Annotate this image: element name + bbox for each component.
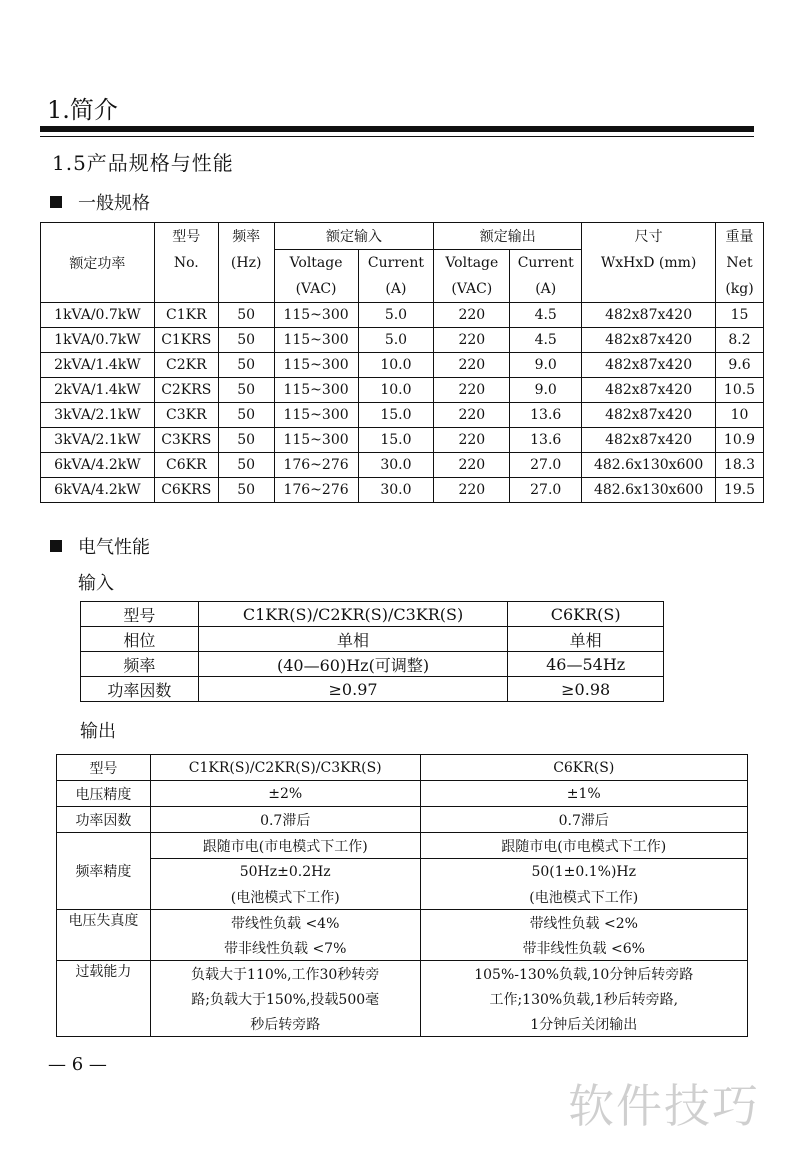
table-row: 电压失真度 带线性负载 <4% 带线性负载 <2% — [57, 910, 748, 936]
table-row: 6kVA/4.2kW C6KR 50 176~276 30.0 220 27.0 482.6x130x600 18.3 — [41, 453, 764, 478]
table-row: 型号 C1KR(S)/C2KR(S)/C3KR(S) C6KR(S) — [81, 602, 664, 627]
general-spec-table: 型号 频率 额定输入 额定输出 尺寸 重量 额定功率 No. (Hz) Voltage Current Voltage Current WxHxD (mm) Net (VAC) (A) (VAC) (A) (kg) 1kVA/0.7kW C1KR 50 115~300 5.0 220 4.5 482x87x420 15 1kVA/0.7kW C1KRS 50 115~300 5.0 220 4.5 482x87x420 8.2 2kVA/1.4kW C2KR 50 115~300 10.0 220 9.0 482x87x420 9.6 2kVA/1.4kW C2KRS 50 115~300 10.0 220 9.0 482x87x420 10.5 3kVA/2.1kW C3KR 50 115~300 15.0 220 13.6 482x87x420 10 3kVA/2.1kW C3KRS 50 115~300 15.0 220 13.6 482x87x420 10.9 6kVA/4.2kW C6KR 50 176~276 30.0 220 27.0 482.6x130x600 18.3 6kVA/4.2kW C6KRS 50 176~276 30.0 220 27.0 482.6x130x600 19.5 — [40, 222, 764, 503]
square-bullet-icon — [50, 196, 62, 208]
table-row: 2kVA/1.4kW C2KRS 50 115~300 10.0 220 9.0 482x87x420 10.5 — [41, 378, 764, 403]
table-row: 电压精度 ±2% ±1% — [57, 781, 748, 807]
electrical-heading: 电气性能 — [50, 536, 150, 560]
table-row: 2kVA/1.4kW C2KR 50 115~300 10.0 220 9.0 482x87x420 9.6 — [41, 353, 764, 378]
output-table — [56, 754, 748, 1037]
table-row: 1kVA/0.7kW C1KR 50 115~300 5.0 220 4.5 482x87x420 15 — [41, 303, 764, 328]
output-heading: 输出 — [80, 721, 116, 742]
input-table — [80, 601, 664, 702]
table-row: (电池模式下工作) (电池模式下工作) — [57, 884, 748, 910]
table-row: 3kVA/2.1kW C3KRS 50 115~300 15.0 220 13.6 482x87x420 10.9 — [41, 428, 764, 453]
heading-rule-thick — [40, 126, 754, 132]
table-row: 功率因数 ≥0.97 ≥0.98 — [81, 677, 664, 702]
section-heading: 1.5产品规格与性能 — [52, 151, 234, 175]
table-row: 型号 C1KR(S)/C2KR(S)/C3KR(S) C6KR(S) — [57, 755, 748, 781]
table-row: 6kVA/4.2kW C6KRS 50 176~276 30.0 220 27.0 482.6x130x600 19.5 — [41, 478, 764, 503]
table-row: 带非线性负载 <7% 带非线性负载 <6% — [57, 935, 748, 961]
table-row: 相位 单相 单相 — [81, 627, 664, 652]
general-spec-heading: 一般规格 — [50, 192, 150, 216]
table-row: 路;负载大于150%,投载500毫 工作;130%负载,1秒后转旁路, — [57, 986, 748, 1011]
table-row: 过载能力 负载大于110%,工作30秒转旁 105%-130%负载,10分钟后转旁路 — [57, 961, 748, 987]
heading-rule-thin — [40, 136, 754, 137]
table-row: 频率 (40—60)Hz(可调整) 46—54Hz — [81, 652, 664, 677]
page-number: — 6 — — [48, 1054, 107, 1075]
table-row: 1kVA/0.7kW C1KRS 50 115~300 5.0 220 4.5 482x87x420 8.2 — [41, 328, 764, 353]
table-row: 3kVA/2.1kW C3KR 50 115~300 15.0 220 13.6 482x87x420 10 — [41, 403, 764, 428]
chapter-heading: 1.简介 — [47, 96, 118, 124]
table-row: 50Hz±0.2Hz 50(1±0.1%)Hz — [57, 859, 748, 885]
table-row: 秒后转旁路 1分钟后关闭输出 — [57, 1011, 748, 1037]
input-heading: 输入 — [78, 573, 114, 594]
table-row: 频率精度 跟随市电(市电模式下工作) 跟随市电(市电模式下工作) — [57, 833, 748, 859]
square-bullet-icon — [50, 540, 62, 552]
table-row: 功率因数 0.7滞后 0.7滞后 — [57, 807, 748, 833]
watermark: 软件技巧 — [568, 1079, 760, 1133]
